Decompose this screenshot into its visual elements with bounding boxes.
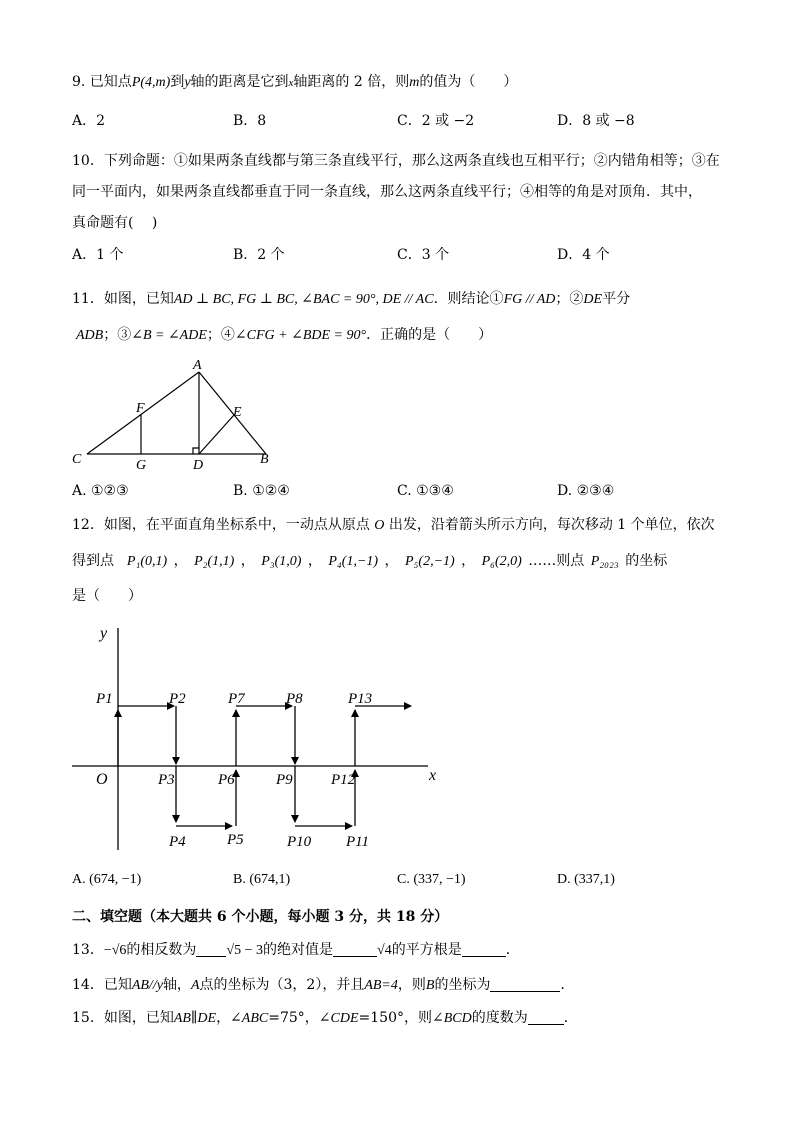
q15-text-c: ，∠	[216, 1010, 242, 1026]
q11-option-b: B. ①②④	[233, 483, 290, 499]
q12-label-p2: P2	[169, 691, 186, 707]
q10-line-3: 真命题有( )	[72, 215, 158, 231]
q14-text-c: 轴，	[162, 977, 191, 993]
q11-label-g: G	[136, 458, 147, 473]
q13-end: ．	[505, 942, 520, 958]
q12-math-o: O	[374, 518, 385, 533]
q9-text-1: 已知点	[89, 74, 132, 90]
q10-option-b: B．2 个	[233, 247, 285, 263]
q15-text-e: =75°，∠	[268, 1010, 331, 1026]
q15-math-f: CDE	[330, 1011, 359, 1026]
q9-option-d: D．8 或 −8	[557, 113, 635, 129]
q12-text-c: 得到点	[72, 553, 114, 569]
q14-math-b: AB//y	[131, 978, 163, 993]
q11-label-b: B	[260, 452, 269, 467]
q10-option-d: D．4 个	[557, 247, 610, 263]
q12-option-b: B. (674,1)	[233, 872, 291, 887]
q11-math-c1: FG // AD	[503, 292, 556, 307]
q9-option-c: C．2 或 −2	[397, 113, 475, 129]
q13-blank-1[interactable]	[196, 942, 226, 957]
q14-text-g: ，则	[397, 977, 426, 993]
q12-text-e: 的坐标	[625, 553, 668, 569]
q15-math-d: ABC	[241, 1011, 269, 1026]
q12-point-5: P₅(2,−1)	[404, 554, 455, 569]
q12-point-2: P₂(1,1)	[194, 554, 235, 569]
q11-label-d: D	[193, 458, 204, 473]
q14-math-f: AB=4	[364, 978, 398, 993]
q11-triangle-figure	[66, 355, 286, 475]
q12-text-a: 12．如图，在平面直角坐标系中，一动点从原点	[72, 517, 370, 533]
q9-option-b: B．8	[233, 113, 267, 129]
q15-text-i: 的度数为	[471, 1010, 528, 1026]
q11-label-e: E	[233, 405, 242, 420]
q12-label-p9: P9	[276, 772, 293, 788]
q11-math-given: AD ⊥ BC, FG ⊥ BC, ∠BAC = 90°, DE // AC	[173, 292, 434, 307]
q15-math-b: AB∥DE	[173, 1011, 217, 1026]
q12-label-p5: P5	[227, 832, 244, 848]
q11-text-b: ．则结论①	[433, 291, 504, 307]
q12-label-p10: P10	[287, 834, 312, 850]
q15-end: ．	[563, 1010, 578, 1026]
question-14	[72, 975, 574, 996]
q14-text-i: 的坐标为	[434, 977, 491, 993]
q13-blank-3[interactable]	[462, 942, 506, 957]
q9-text-5: 的值为（ ）	[419, 74, 518, 90]
q11-text-e: ；③	[103, 327, 132, 343]
q15-text-g: =150°，则∠	[358, 1010, 444, 1026]
q14-end: ．	[560, 977, 575, 993]
q11-label-a: A	[193, 358, 202, 373]
q12-origin: O	[96, 771, 108, 788]
q12-line-2: 得到点 P₁(0,1) ， P₂(1,1) ， P₃(1,0) ， P₄(1,−1) ， P₅(2,−1) ， P₆(2,0) ……则点 P₂₀₂₃ 的坐标	[72, 553, 668, 569]
q12-line-1	[72, 515, 715, 536]
q9-math-y: y	[184, 75, 191, 90]
q12-axis-x: x	[429, 767, 437, 784]
q12-option-a: A. (674, −1)	[72, 872, 142, 887]
section-2-heading: 二、填空题（本大题共 6 个小题，每小题 3 分，共 18 分）	[72, 909, 449, 925]
question-13	[72, 940, 520, 961]
q14-math-d: A	[190, 978, 200, 993]
q11-option-d: D. ②③④	[557, 483, 615, 499]
q14-text-e: 点的坐标为（3，2），并且	[199, 977, 365, 993]
q13-text-f: 的平方根是	[391, 942, 462, 958]
q12-text-b: 出发，沿着箭头所示方向，每次移动 1 个单位，依次	[388, 517, 715, 533]
q12-point-3: P₃(1,0)	[261, 554, 302, 569]
q11-text-c: ；②	[555, 291, 584, 307]
q13-text-b: 的相反数为	[126, 942, 197, 958]
q15-math-h: BCD	[443, 1011, 472, 1026]
q12-math-p2023: P₂₀₂₃	[590, 554, 619, 569]
q11-line-2	[76, 325, 492, 346]
q11-math-adb: ADB	[76, 328, 104, 343]
q12-label-p8: P8	[286, 691, 303, 707]
q11-math-de: DE	[583, 292, 603, 307]
q15-text-a: 15．如图，已知	[72, 1010, 174, 1026]
q12-point-1: P₁(0,1)	[126, 554, 168, 569]
q12-label-p11: P11	[346, 834, 370, 850]
q12-label-p12: P12	[331, 772, 356, 788]
q11-text-d: 平分	[602, 291, 631, 307]
q12-line-3: 是（ ）	[72, 588, 142, 604]
q11-option-a: A. ①②③	[72, 483, 129, 499]
q12-option-d: D. (337,1)	[557, 872, 615, 887]
q13-math-c: √5 − 3	[226, 943, 264, 958]
q11-option-c: C. ①③④	[397, 483, 454, 499]
q11-label-f: F	[136, 401, 145, 416]
q12-text-d: ……则点	[528, 553, 585, 569]
q11-math-c4: ∠CFG + ∠BDE = 90°	[234, 328, 367, 343]
q13-number: 13．	[72, 942, 104, 958]
q12-label-p3: P3	[158, 772, 175, 788]
q13-text-d: 的绝对值是	[263, 942, 334, 958]
q11-math-c3: ∠B = ∠ADE	[131, 328, 207, 343]
q14-text-a: 14．已知	[72, 977, 132, 993]
q9-math-p: P(4,m)	[131, 75, 171, 90]
q12-label-p4: P4	[169, 834, 186, 850]
q9-text-3: 轴的距离是它到	[190, 74, 289, 90]
q12-label-p1: P1	[96, 691, 113, 707]
q9-number: 9.	[72, 74, 86, 90]
q10-line-1: 10．下列命题：①如果两条直线都与第三条直线平行，那么这两条直线也互相平行；②内错角相等；③在	[72, 153, 720, 169]
q13-math-a: −√6	[103, 943, 127, 958]
q12-axis-y: y	[100, 625, 108, 642]
q13-blank-2[interactable]	[333, 942, 377, 957]
q9-text-2: 到	[170, 74, 185, 90]
q10-option-a: A．1 个	[72, 247, 124, 263]
q12-point-6: P₆(2,0)	[481, 554, 522, 569]
q13-math-e: √4	[377, 943, 392, 958]
q12-option-c: C. (337, −1)	[397, 872, 466, 887]
q9-math-m: m	[409, 75, 420, 90]
q12-coordinate-figure	[66, 618, 456, 858]
question-9	[72, 72, 517, 93]
q12-point-4: P₄(1,−1)	[328, 554, 379, 569]
q10-line-2: 同一平面内，如果两条直线都垂直于同一条直线，那么这两条直线平行；④相等的角是对顶角．其中，	[72, 184, 702, 200]
q12-label-p13: P13	[348, 691, 373, 707]
q10-option-c: C．3 个	[397, 247, 450, 263]
q15-blank[interactable]	[528, 1010, 564, 1025]
q14-blank[interactable]	[490, 977, 560, 992]
q12-label-p6: P6	[218, 772, 235, 788]
q11-text-g: ．正确的是（ ）	[366, 327, 493, 343]
question-15	[72, 1008, 578, 1029]
q9-text-4: 轴距离的 2 倍，则	[293, 74, 410, 90]
q9-option-a: A．2	[72, 113, 106, 129]
q14-math-h: B	[425, 978, 435, 993]
q11-line-1	[72, 289, 630, 310]
q11-text-a: 11．如图，已知	[72, 291, 174, 307]
q9-math-x: x	[288, 77, 294, 89]
q12-label-p7: P7	[228, 691, 245, 707]
q11-text-f: ；④	[206, 327, 235, 343]
q11-label-c: C	[72, 452, 82, 467]
